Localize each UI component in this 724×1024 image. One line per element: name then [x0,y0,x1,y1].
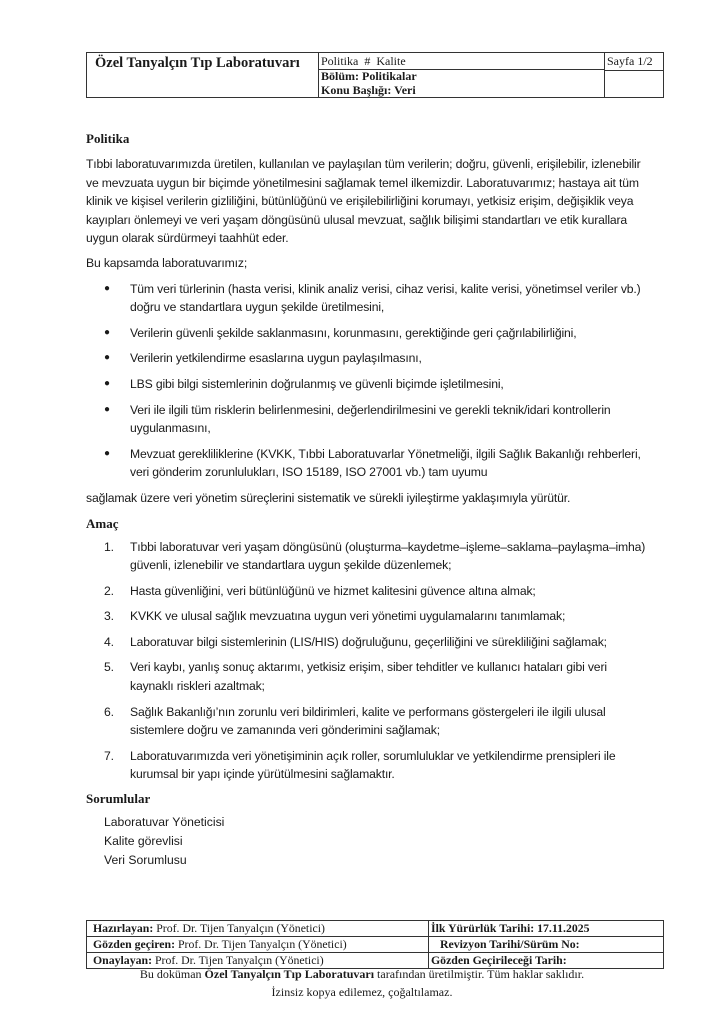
document-header-table [86,52,664,98]
copyright-note: Bu doküman Özel Tanyalçın Tıp Laboratuvarı tarafından üretilmiştir. Tüm haklar saklıdır. [139,967,585,981]
reviewed-label: Gözden geçiren: [93,937,176,951]
list-item: 1. Tıbbi laboratuvar veri yaşam döngüsünü (oluşturma–kaydetme–işleme–saklama–paylaşma–imha) güvenli, izlenebilir ve standartlara uygun şekilde düzenlemek; [104,539,646,573]
doc-section: Bölüm: Politikalar [321,69,417,83]
prepared-label: Hazırlayan: [93,921,154,935]
list-item: ● Mevzuat gerekliliklerine (KVKK, Tıbbi Laboratuvarlar Yönetmeliği, ilgili Sağlık Bakanlığı rehberleri, veri gönderim zorunlulukları, ISO 15189, ISO 27001 vb.) tam uyumu [104,446,641,480]
review-date: Gözden Geçirileceği Tarih: [431,953,567,967]
footer-row-reviewed [87,937,663,953]
document-body [86,131,646,870]
header-info-cell [319,53,605,97]
list-item: ● Verilerin güvenli şekilde saklanmasını, korunmasını, gerektiğinde geri çağrılabilirliğini, [86,324,646,343]
document-footer-table [86,920,664,969]
doc-topic: Konu Başlığı: Veri [321,82,416,97]
header-page-cell [605,53,663,97]
bullet-icon: ● [104,377,110,389]
responsibles-heading: Sorumlular [86,791,151,807]
effective-date: İlk Yürürlük Tarihi: 17.11.2025 [431,921,590,935]
revision-info: Revizyon Tarihi/Sürüm No: [440,937,580,951]
prepared-value: Prof. Dr. Tijen Tanyalçın (Yönetici) [153,921,325,935]
list-item: 3. KVKK ve ulusal sağlık mevzuatına uygun veri yönetimi uygulamalarını tanımlamak; [104,609,566,624]
responsible-item: Laboratuvar Yöneticisi [104,815,225,830]
purpose-heading: Amaç [86,515,119,531]
bullet-icon: ● [104,352,110,364]
bullet-icon: ● [104,326,110,338]
list-item: 6. Sağlık Bakanlığı’nın zorunlu veri bildirimleri, kalite ve performans göstergeleri ile ilgili ulusal sistemlere doğru ve zamanında veri gönderimini sağlamak; [104,704,606,738]
copyright-note-line2: İzinsiz kopya edilemez, çoğaltılamaz. [271,985,453,999]
list-item: 5. Veri kaybı, yanlış sonuç aktarımı, yetkisiz erişim, siber tehditler ve kullanıcı hataları gibi veri kaynaklı riskleri azaltmak; [104,660,607,694]
org-name: Özel Tanyalçın Tıp Laboratuvarı [95,55,300,71]
page-number: Sayfa 1/2 [605,53,663,71]
list-item: 2. Hasta güvenliğini, veri bütünlüğünü ve hizmet kalitesini güvence altına almak; [104,583,536,598]
purpose-list [86,538,646,785]
doc-code: Politika # Kalite [319,53,604,70]
approved-label: Onaylayan: [93,953,152,967]
reviewed-value: Prof. Dr. Tijen Tanyalçın (Yönetici) [175,937,347,951]
list-item: ● Tüm veri türlerinin (hasta verisi, klinik analiz verisi, cihaz verisi, kalite verisi, yönetimsel veriler vb.) doğru ve standartlara uygun şekilde üretilmesini, [104,281,641,315]
responsible-item: Kalite görevlisi [104,834,183,849]
list-item: ● Veri ile ilgili tüm risklerin belirlenmesini, değerlendirilmesini ve gerekli teknik/idari kontrollerin uygulanmasını, [104,402,611,436]
list-item: 7. Laboratuvarımızda veri yönetişiminin açık roller, sorumluluklar ve yetkilendirme prensipleri ile kurumsal bir yapı içinde yürütülmesini sağlamaktır. [104,748,616,782]
policy-paragraph: Tıbbi laboratuvarımızda üretilen, kullanılan ve paylaşılan tüm verilerin; doğru, güvenli, erişilebilir, izlenebilir ve mevzuata uygun bir biçimde yönetilmesini sağlamak temel ilkemizdir. Laboratuvarımız; hastaya ait tüm klinik ve kişisel verilerin gizliliğini, bütünlüğünü ve erişilebilirliğini korumayı, yetkisiz erişim, değişiklik veya kayıpları önlemeyi ve veri yaşam döngüsünü ulusal mevzuat, sağlık bilişimi standartları ve etik kurallara uygun olarak sürdürmeyi taahhüt eder. [86,157,641,246]
responsibles-list [86,813,646,870]
policy-closing: sağlamak üzere veri yönetim süreçlerini sistematik ve sürekli iyileştirme yaklaşımıyla yürütür. [86,490,571,505]
copyright-org: Özel Tanyalçın Tıp Laboratuvarı [204,967,375,981]
header-org-cell [87,53,319,97]
approved-value: Prof. Dr. Tijen Tanyalçın (Yönetici) [152,953,324,967]
bullet-icon: ● [104,282,110,294]
responsible-item: Veri Sorumlusu [104,853,187,868]
bullet-icon: ● [104,403,110,415]
list-item: 4. Laboratuvar bilgi sistemlerinin (LIS/HIS) doğruluğunu, geçerliliğini ve sürekliliğini sağlamak; [104,634,607,649]
list-item: ● LBS gibi bilgi sistemlerinin doğrulanmış ve güvenli biçimde işletilmesini, [86,375,646,394]
policy-intro: Bu kapsamda laboratuvarımız; [86,255,248,270]
list-item: ● Verilerin yetkilendirme esaslarına uygun paylaşılmasını, [86,349,646,368]
footer-row-prepared [87,921,663,937]
bullet-icon: ● [104,447,110,459]
policy-heading: Politika [86,131,130,146]
policy-bullet-list [86,280,646,482]
